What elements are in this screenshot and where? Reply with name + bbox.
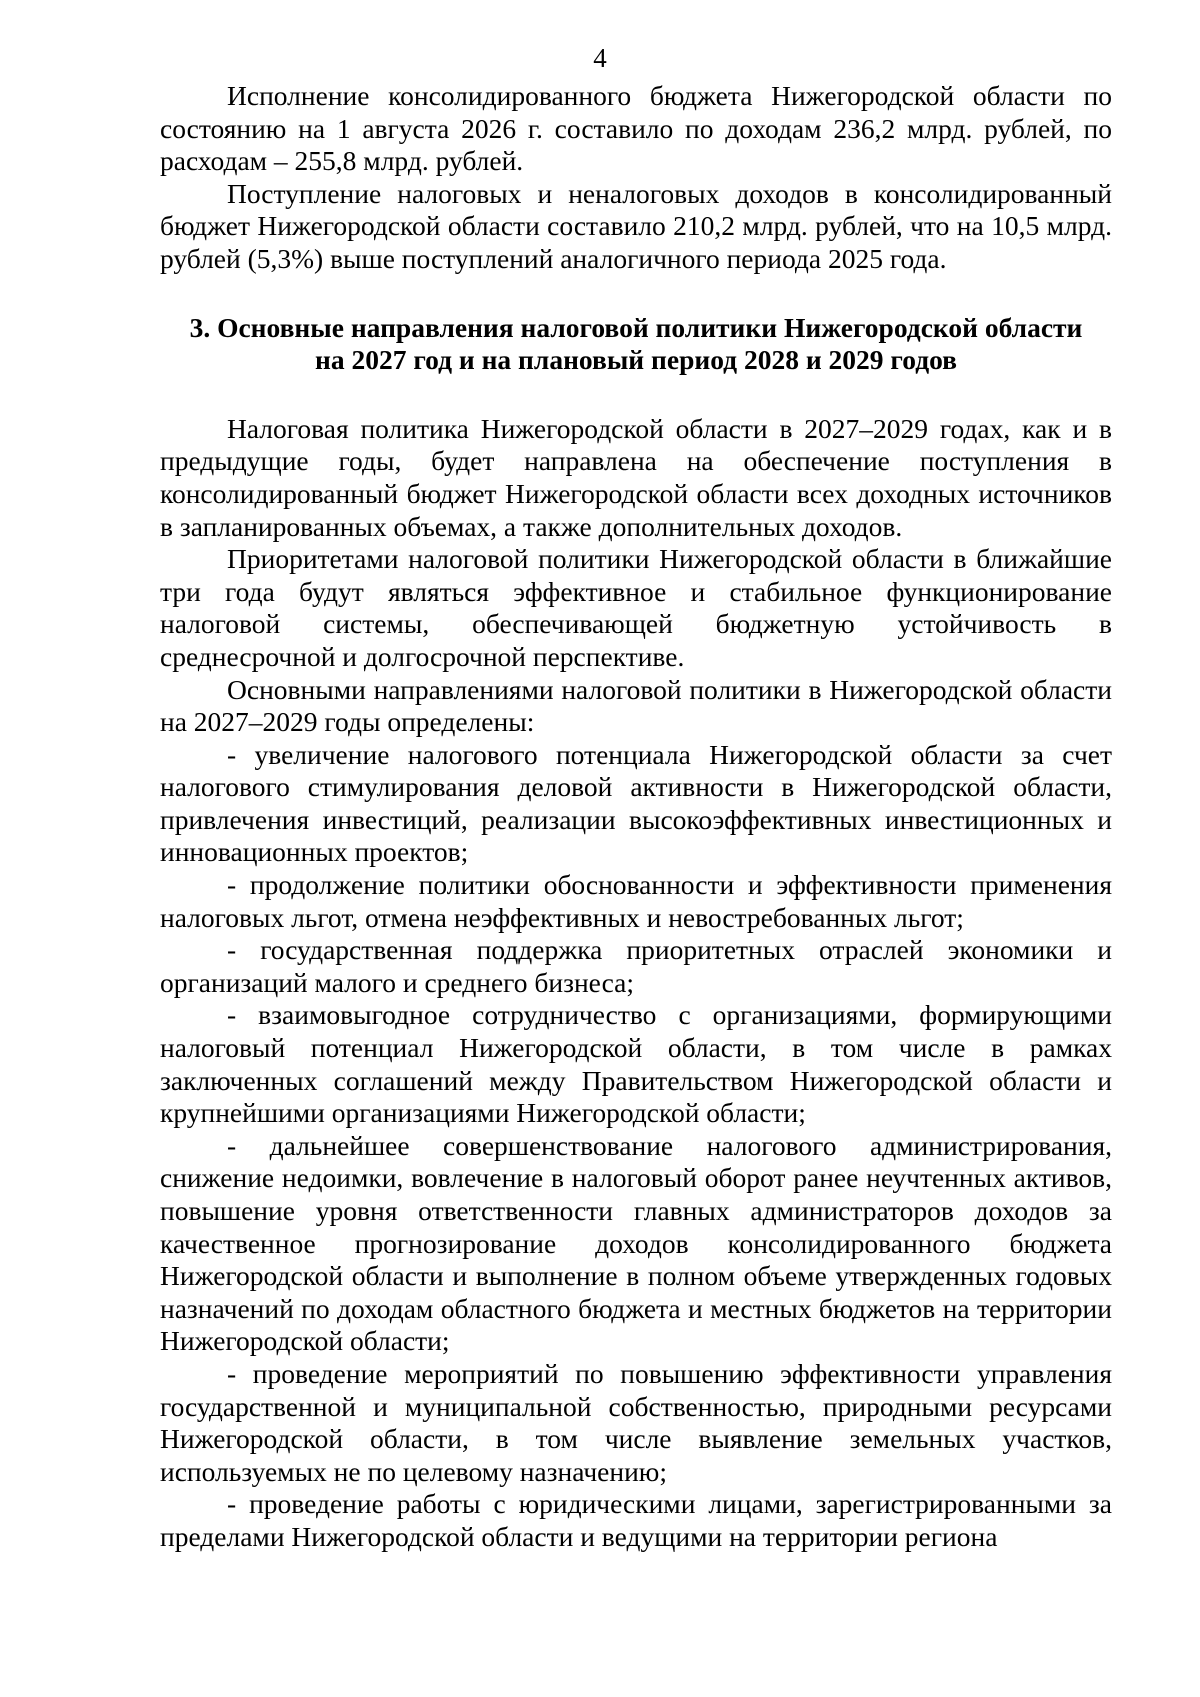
page-number: 4 — [593, 43, 607, 73]
intro-paragraph-budget-execution: Исполнение консолидированного бюджета Нижегородской области по состоянию на 1 августа 2026 г. составило по доходам 236,2 млрд. рублей, по расходам – 255,8 млрд. рублей. — [160, 80, 1112, 177]
list-item-tax-benefits: - продолжение политики обоснованности и эффективности применения налоговых льгот, отмена неэффективных и невостребованных льгот; — [160, 869, 1112, 933]
list-item-tax-potential: - увеличение налогового потенциала Нижегородской области за счет налогового стимулирования деловой активности в Нижегородской области, привлечения инвестиций, реализации высокоэффективных инвестиционных и инновационных проектов; — [160, 738, 1112, 868]
section-body — [160, 413, 1112, 1554]
list-item-property-management: - проведение мероприятий по повышению эффективности управления государственной и муниципальной собственностью, природными ресурсами Нижегородской области, в том числе выявление земельных участков, используемых не по целевому назначению; — [160, 1357, 1112, 1487]
list-item-legal-entities: - проведение работы с юридическими лицами, зарегистрированными за пределами Нижегородской области и ведущими на территории региона — [160, 1488, 1112, 1552]
section-heading-line-1: 3. Основные направления налоговой политики Нижегородской области — [189, 311, 1083, 343]
list-item-tax-administration: - дальнейшее совершенствование налогового администрирования, снижение недоимки, вовлечение в налоговый оборот ранее неучтенных активов, повышение уровня ответственности главных администраторов доходов за качественное прогнозирование доходов консолидированного бюджета Нижегородской области и выполнение в полном объеме утвержденных годовых назначений по доходам областного бюджета и местных бюджетов на территории Нижегородской области; — [160, 1129, 1112, 1357]
section-heading-line-2: на 2027 год и на плановый период 2028 и 2029 годов — [314, 344, 958, 376]
paragraph-tax-policy-goal: Налоговая политика Нижегородской области в 2027–2029 годах, как и в предыдущие годы, будет направлена на обеспечение поступления в консолидированный бюджет Нижегородской области всех доходных источников в запланированных объемах, а также дополнительных доходов. — [160, 412, 1112, 542]
paragraph-main-directions-intro: Основными направлениями налоговой политики в Нижегородской области на 2027–2029 годы определены: — [160, 673, 1112, 738]
section-heading — [160, 312, 1112, 377]
intro-paragraph-tax-revenues: Поступление налоговых и неналоговых доходов в консолидированный бюджет Нижегородской области составило 210,2 млрд. рублей, что на 10,5 млрд. рублей (5,3%) выше поступлений аналогичного периода 2025 года. — [160, 177, 1112, 274]
list-item-cooperation: - взаимовыгодное сотрудничество с организациями, формирующими налоговый потенциал Нижегородской области, в том числе в рамках заключенных соглашений между Правительством Нижегородской области и крупнейшими организациями Нижегородской области; — [160, 999, 1112, 1129]
page-content — [160, 80, 1112, 1554]
paragraph-tax-policy-priorities: Приоритетами налоговой политики Нижегородской области в ближайшие три года будут являться эффективное и стабильное функционирование налоговой системы, обеспечивающей бюджетную устойчивость в среднесрочной и долгосрочной перспективе. — [160, 543, 1112, 672]
list-item-state-support: - государственная поддержка приоритетных отраслей экономики и организаций малого и среднего бизнеса; — [160, 934, 1112, 998]
